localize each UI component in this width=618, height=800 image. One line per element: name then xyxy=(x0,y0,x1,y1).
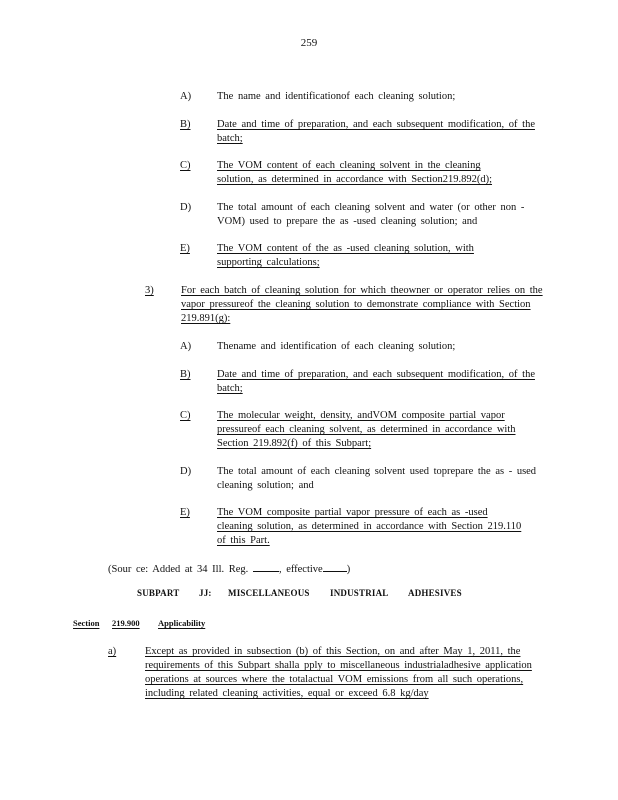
section-label: Section xyxy=(73,618,100,628)
subpart-word: MISCELLANEOUS xyxy=(228,588,310,598)
item-label: 3) xyxy=(145,285,154,296)
page-number: 259 xyxy=(300,37,318,49)
subpart-word: ADHESIVES xyxy=(408,588,462,598)
item-text: Thename and identification of each cleaning solution; xyxy=(217,341,456,352)
section-title: Applicability xyxy=(158,618,206,628)
item-text: Date and time of preparation, and each subsequent modification, of the batch; xyxy=(217,369,535,394)
source-note-suffix: ) xyxy=(346,564,351,575)
item-text: The total amount of each cleaning solvent used toprepare the as - used cleaning solution; and xyxy=(217,466,537,491)
source-note xyxy=(108,561,508,577)
item-label: B) xyxy=(180,369,191,380)
paragraph-label: a) xyxy=(108,646,117,657)
item-text: Date and time of preparation, and each subsequent modification, of the batch; xyxy=(217,119,535,144)
item-label: E) xyxy=(180,243,190,254)
source-note-effective: , effective xyxy=(278,564,323,575)
item-text: For each batch of cleaning solution for which theowner or operator relies on the vapor pressureof the cleaning solution to demonstrate compliance with Section 219.891(g): xyxy=(181,285,543,324)
paragraph-text: Except as provided in subsection (b) of this Section, on and after May 1, 2011, the requirements of this Subpart shalla pply to miscellaneous industrialadhesive application operations at sources where the totalactual VOM emissions from all such operations, including related cleaning activities, equal or exceed 6.8 kg/day xyxy=(145,646,532,699)
item-label: D) xyxy=(180,466,192,477)
effective-blank xyxy=(323,561,347,572)
item-text: The VOM content of each cleaning solvent in the cleaning solution, as determined in accordance with Section219.892(d); xyxy=(217,160,493,185)
subpart-word: INDUSTRIAL xyxy=(330,588,389,598)
reg-blank xyxy=(253,561,279,572)
item-label: A) xyxy=(180,91,192,102)
item-label: E) xyxy=(180,507,190,518)
item-label: C) xyxy=(180,160,191,171)
subpart-label: SUBPART xyxy=(137,588,180,598)
item-text: The name and identificationof each cleaning solution; xyxy=(217,91,456,102)
item-label: C) xyxy=(180,410,191,421)
item-text: The VOM content of the as -used cleaning solution, with supporting calculations; xyxy=(217,243,474,268)
item-text: The molecular weight, density, andVOM composite partial vapor pressureof each cleaning solvent, as determined in accordance with Section 219.892(f) of this Subpart; xyxy=(217,410,516,449)
item-label: B) xyxy=(180,119,191,130)
item-label: D) xyxy=(180,202,192,213)
subpart-id: JJ: xyxy=(199,588,212,598)
item-text: The total amount of each cleaning solvent and water (or other non - VOM) used to prepare the as -used cleaning solution; and xyxy=(217,202,525,227)
source-note-prefix: (Sour ce: Added at 34 Ill. Reg. xyxy=(108,564,249,575)
section-number: 219.900 xyxy=(112,618,140,628)
item-text: The VOM composite partial vapor pressure of each as -used cleaning solution, as determined in accordance with Section 219.110 of this Part. xyxy=(217,507,522,546)
item-label: A) xyxy=(180,341,192,352)
